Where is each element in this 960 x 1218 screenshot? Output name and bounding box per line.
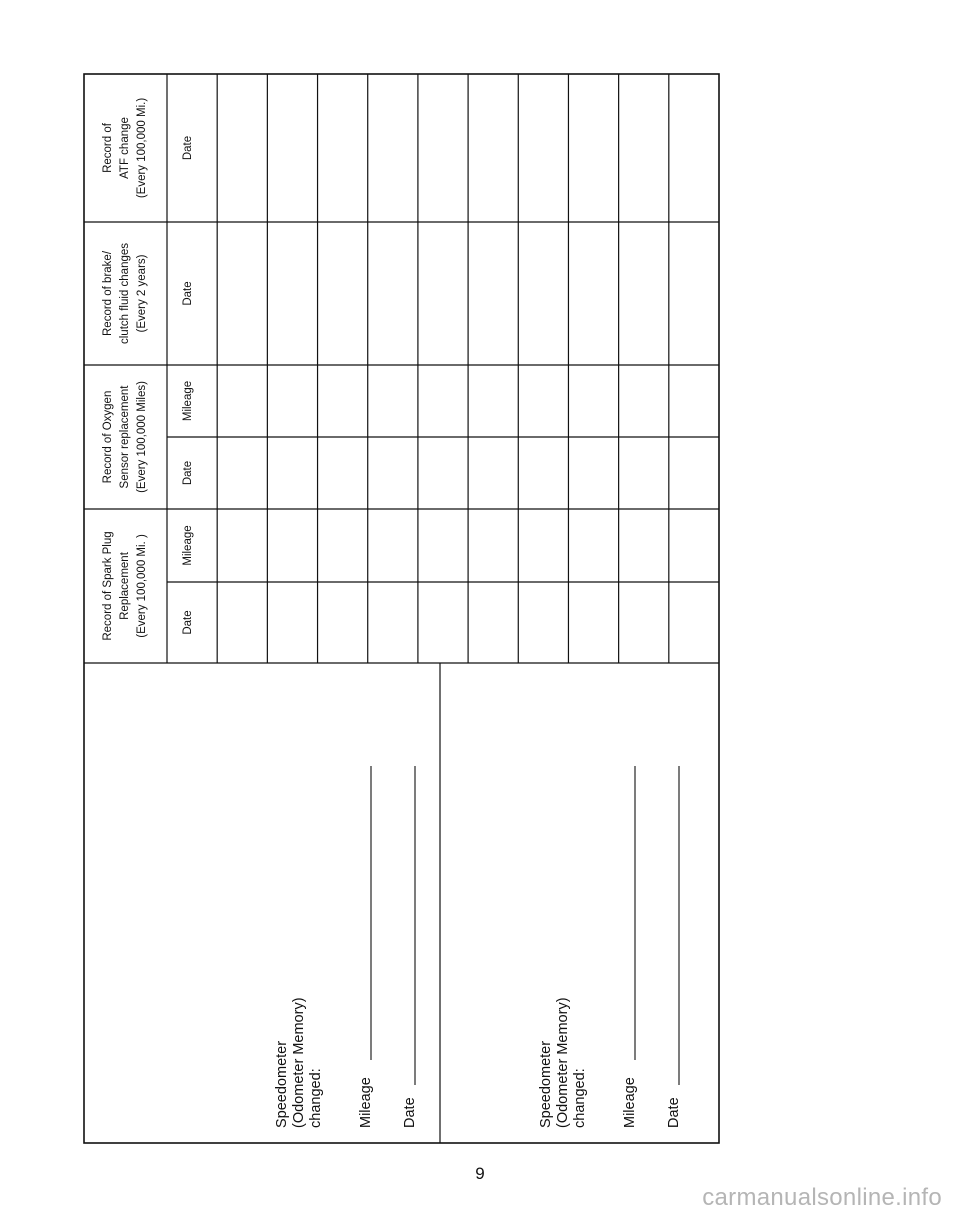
page-number: 9: [475, 1164, 485, 1183]
speedometer-heading: changed:: [572, 1068, 588, 1128]
subheader-mileage: Mileage: [182, 380, 194, 422]
section-header-line: (Every 2 years): [136, 254, 148, 333]
section-header-line: Record of brake/: [102, 250, 114, 337]
subheader-mileage: Mileage: [182, 525, 194, 566]
section-header-line: clutch fluid changes: [119, 242, 131, 345]
date-label: Date: [666, 1097, 682, 1128]
section-header-line: (Every 100,000 Mi.): [136, 97, 148, 199]
speedometer-heading: changed:: [308, 1068, 324, 1128]
speedometer-heading: (Odometer Memory): [555, 997, 571, 1128]
speedometer-heading: Speedometer: [538, 1040, 554, 1128]
section-header-line: (Every 100,000 Miles): [136, 381, 148, 493]
speedometer-heading: Speedometer: [274, 1040, 290, 1128]
section-header-line: Record of Spark Plug: [102, 531, 114, 641]
section-header-line: Replacement: [119, 552, 131, 620]
record-headers: [102, 98, 194, 641]
section-header-line: ATF change: [119, 117, 131, 179]
mileage-label: Mileage: [358, 1077, 374, 1128]
subheader-date: Date: [182, 610, 194, 635]
subheader-date: Date: [182, 460, 194, 486]
speedometer-section: [274, 766, 682, 1128]
outer-border: [84, 74, 719, 1143]
speedometer-heading: (Odometer Memory): [291, 997, 307, 1128]
section-header-line: Record of: [102, 123, 114, 173]
date-label: Date: [402, 1097, 418, 1128]
section-header-line: Record of Oxygen: [102, 390, 114, 484]
section-header-line: (Every 100,000 Mi. ): [136, 534, 148, 638]
subheader-date: Date: [182, 135, 194, 161]
watermark: carmanualsonline.info: [702, 1184, 942, 1211]
subheader-date: Date: [182, 281, 194, 306]
section-header-line: Sensor replacement: [119, 385, 131, 489]
record-grid: [84, 74, 719, 1143]
mileage-label: Mileage: [622, 1077, 638, 1128]
